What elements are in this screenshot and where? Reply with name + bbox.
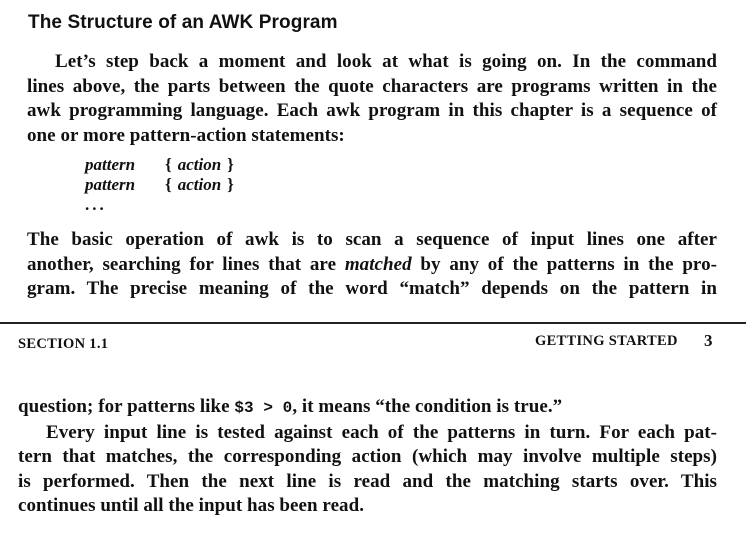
emphasis-matched: matched [344, 253, 412, 275]
running-head-chapter: GETTING STARTED [535, 333, 678, 349]
running-head-section: SECTION 1.1 [18, 336, 109, 352]
code-action: action [177, 155, 222, 174]
text-line: one or more pattern-action statements: [27, 124, 345, 146]
code-pattern: pattern [85, 175, 136, 194]
page-number: 3 [704, 331, 713, 350]
text-line: gram. The precise meaning of the word “match” depends on the pattern in [27, 278, 717, 300]
text-segment: , it means “the condition is true.” [292, 396, 563, 417]
text-line [27, 253, 717, 278]
text-segment: by any of the patterns in the pro- [411, 253, 717, 275]
text-line: is performed. Then the next line is read and the matching starts over. This [18, 470, 717, 492]
code-example [85, 155, 234, 215]
code-open-brace: { [165, 175, 172, 194]
inline-code: $3 > 0 [234, 399, 293, 417]
text-line: Every input line is tested against each of the patterns in turn. For each pat- [46, 421, 717, 443]
code-row [85, 155, 234, 175]
paragraph-intro [27, 50, 717, 148]
text-segment: question; for patterns like [18, 396, 235, 417]
code-close-brace: } [227, 175, 234, 194]
code-action: action [177, 175, 222, 194]
text-line: The basic operation of awk is to scan a sequence of input lines one after [27, 229, 717, 250]
text-line [18, 395, 717, 421]
page-divider [0, 322, 746, 324]
paragraph-operation [27, 228, 717, 302]
section-heading: The Structure of an AWK Program [28, 12, 338, 33]
text-line: lines above, the parts between the quote characters are programs written in the [27, 75, 717, 97]
code-close-brace: } [227, 155, 234, 174]
text-line: continues until all the input has been read. [18, 495, 365, 517]
code-open-brace: { [165, 155, 172, 174]
code-row [85, 175, 234, 195]
text-line: tern that matches, the corresponding action (which may involve multiple steps) [18, 446, 717, 468]
code-pattern: pattern [85, 155, 136, 174]
text-segment: another, searching for lines that are [27, 253, 345, 275]
code-ellipsis: ... [85, 195, 107, 214]
text-line: Let’s step back a moment and look at what is going on. In the command [55, 51, 717, 72]
paragraph-matching [18, 395, 717, 519]
text-line: awk programming language. Each awk program in this chapter is a sequence of [27, 100, 717, 122]
